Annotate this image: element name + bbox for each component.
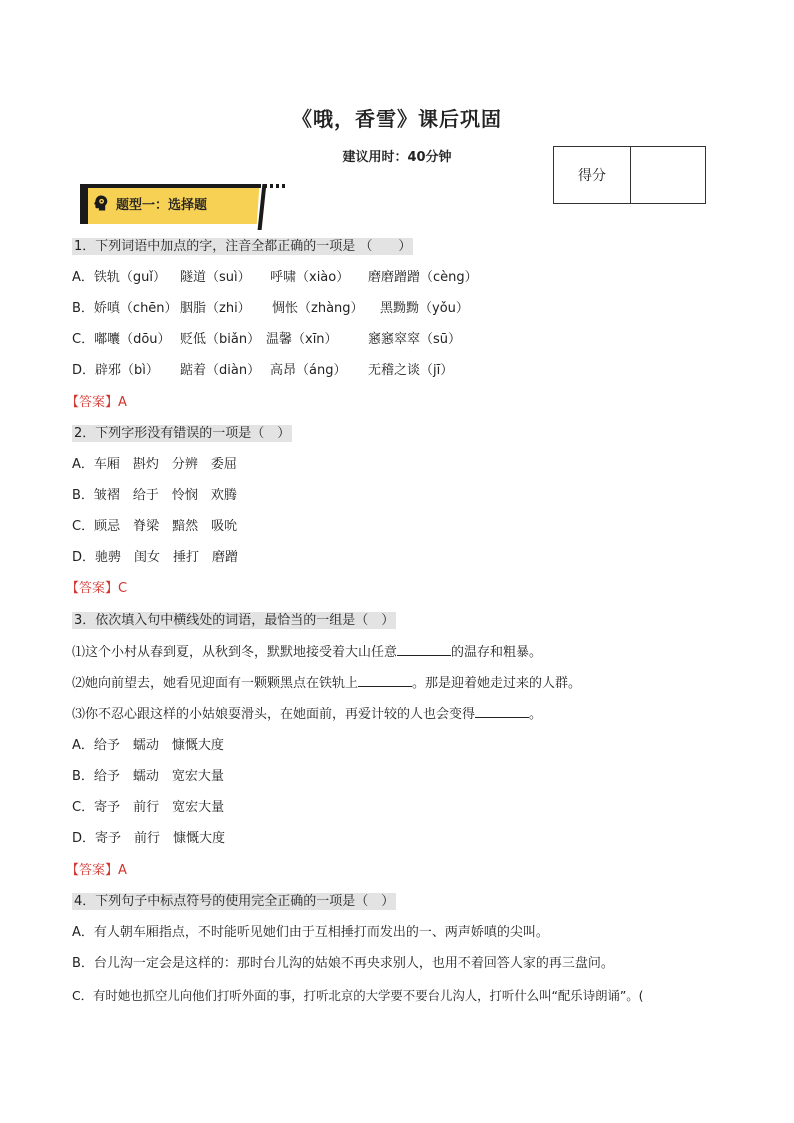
question-stem: 2．下列字形没有错误的一项是（ ）: [74, 426, 291, 441]
option-c: C．寄予 前行 宽宏大量: [72, 800, 225, 815]
answer-line: 【答案】A: [66, 863, 127, 878]
section-banner: [80, 184, 270, 230]
option-d: D．辟邪（bì） 踮着（diàn） 高昂（áng） 无稽之谈（jī）: [72, 363, 454, 378]
sentence-3: ⑶你不忍心跟这样的小姑娘耍滑头，在她面前，再爱计较的人也会变得 。: [72, 707, 543, 722]
sentence-1: ⑴这个小村从春到夏，从秋到冬，默默地接受着大山任意 的温存和粗暴。: [72, 645, 543, 660]
question-stem: 4．下列句子中标点符号的使用完全正确的一项是（ ）: [74, 894, 395, 909]
banner-edge: [80, 184, 260, 188]
score-label: 得分: [554, 147, 631, 203]
score-value-field[interactable]: [631, 147, 705, 203]
banner-dots: [258, 184, 288, 188]
option-b: B．台儿沟一定会是这样的：那时台儿沟的姑娘不再央求别人，也用不着回答人家的再三盘问。: [72, 956, 614, 971]
option-a: A．车厢 斟灼 分辨 委屈: [72, 457, 237, 472]
blank-line: [397, 643, 451, 656]
question-stem: 3．依次填入句中横线处的词语，最恰当的一组是（ ）: [74, 613, 395, 628]
head-gear-icon: [92, 194, 110, 212]
option-a: A．铁轨（guǐ） 隧道（suì） 呼啸（xiào） 磨磨蹭蹭（cèng）: [72, 270, 478, 285]
score-box: [553, 146, 706, 204]
section-title: 题型一：选择题: [116, 198, 208, 213]
option-d: D．驰骋 闺女 捶打 磨蹭: [72, 550, 239, 565]
answer-line: 【答案】C: [66, 581, 128, 596]
blank-line: [358, 674, 412, 687]
option-c: C．嘟囔（dōu） 贬低（biǎn） 温馨（xīn） 窸窸窣窣（sū）: [72, 332, 462, 347]
sentence-2: ⑵她向前望去，她看见迎面有一颗颗黑点在铁轨上 。那是迎着她走过来的人群。: [72, 676, 582, 691]
banner-edge: [80, 184, 88, 224]
option-c: C．顾忌 脊梁 黯然 吸吮: [72, 519, 238, 534]
blank-line: [475, 705, 529, 718]
option-b: B．给予 蠕动 宽宏大量: [72, 769, 224, 784]
page-title: 《哦，香雪》课后巩固: [292, 107, 502, 131]
answer-line: 【答案】A: [66, 395, 127, 410]
option-b: B．皱褶 给于 怜悯 欢腾: [72, 488, 237, 503]
option-a: A．有人朝车厢指点，不时能听见她们由于互相捶打而发出的一、两声娇嗔的尖叫。: [72, 925, 549, 940]
option-c: C．有时她也抓空儿向他们打听外面的事，打听北京的大学要不要台儿沟人，打听什么叫“配乐诗朗诵”。(: [72, 988, 644, 1003]
suggested-time: 建议用时：40分钟: [342, 150, 452, 165]
question-stem: 1．下列词语中加点的字，注音全都正确的一项是 （ ）: [74, 239, 412, 254]
option-a: A．给予 蠕动 慷慨大度: [72, 738, 224, 753]
option-d: D．寄予 前行 慷慨大度: [72, 831, 226, 846]
option-b: B．娇嗔（chēn） 胭脂（zhi） 惆怅（zhàng） 黑黝黝（yǒu）: [72, 301, 469, 316]
